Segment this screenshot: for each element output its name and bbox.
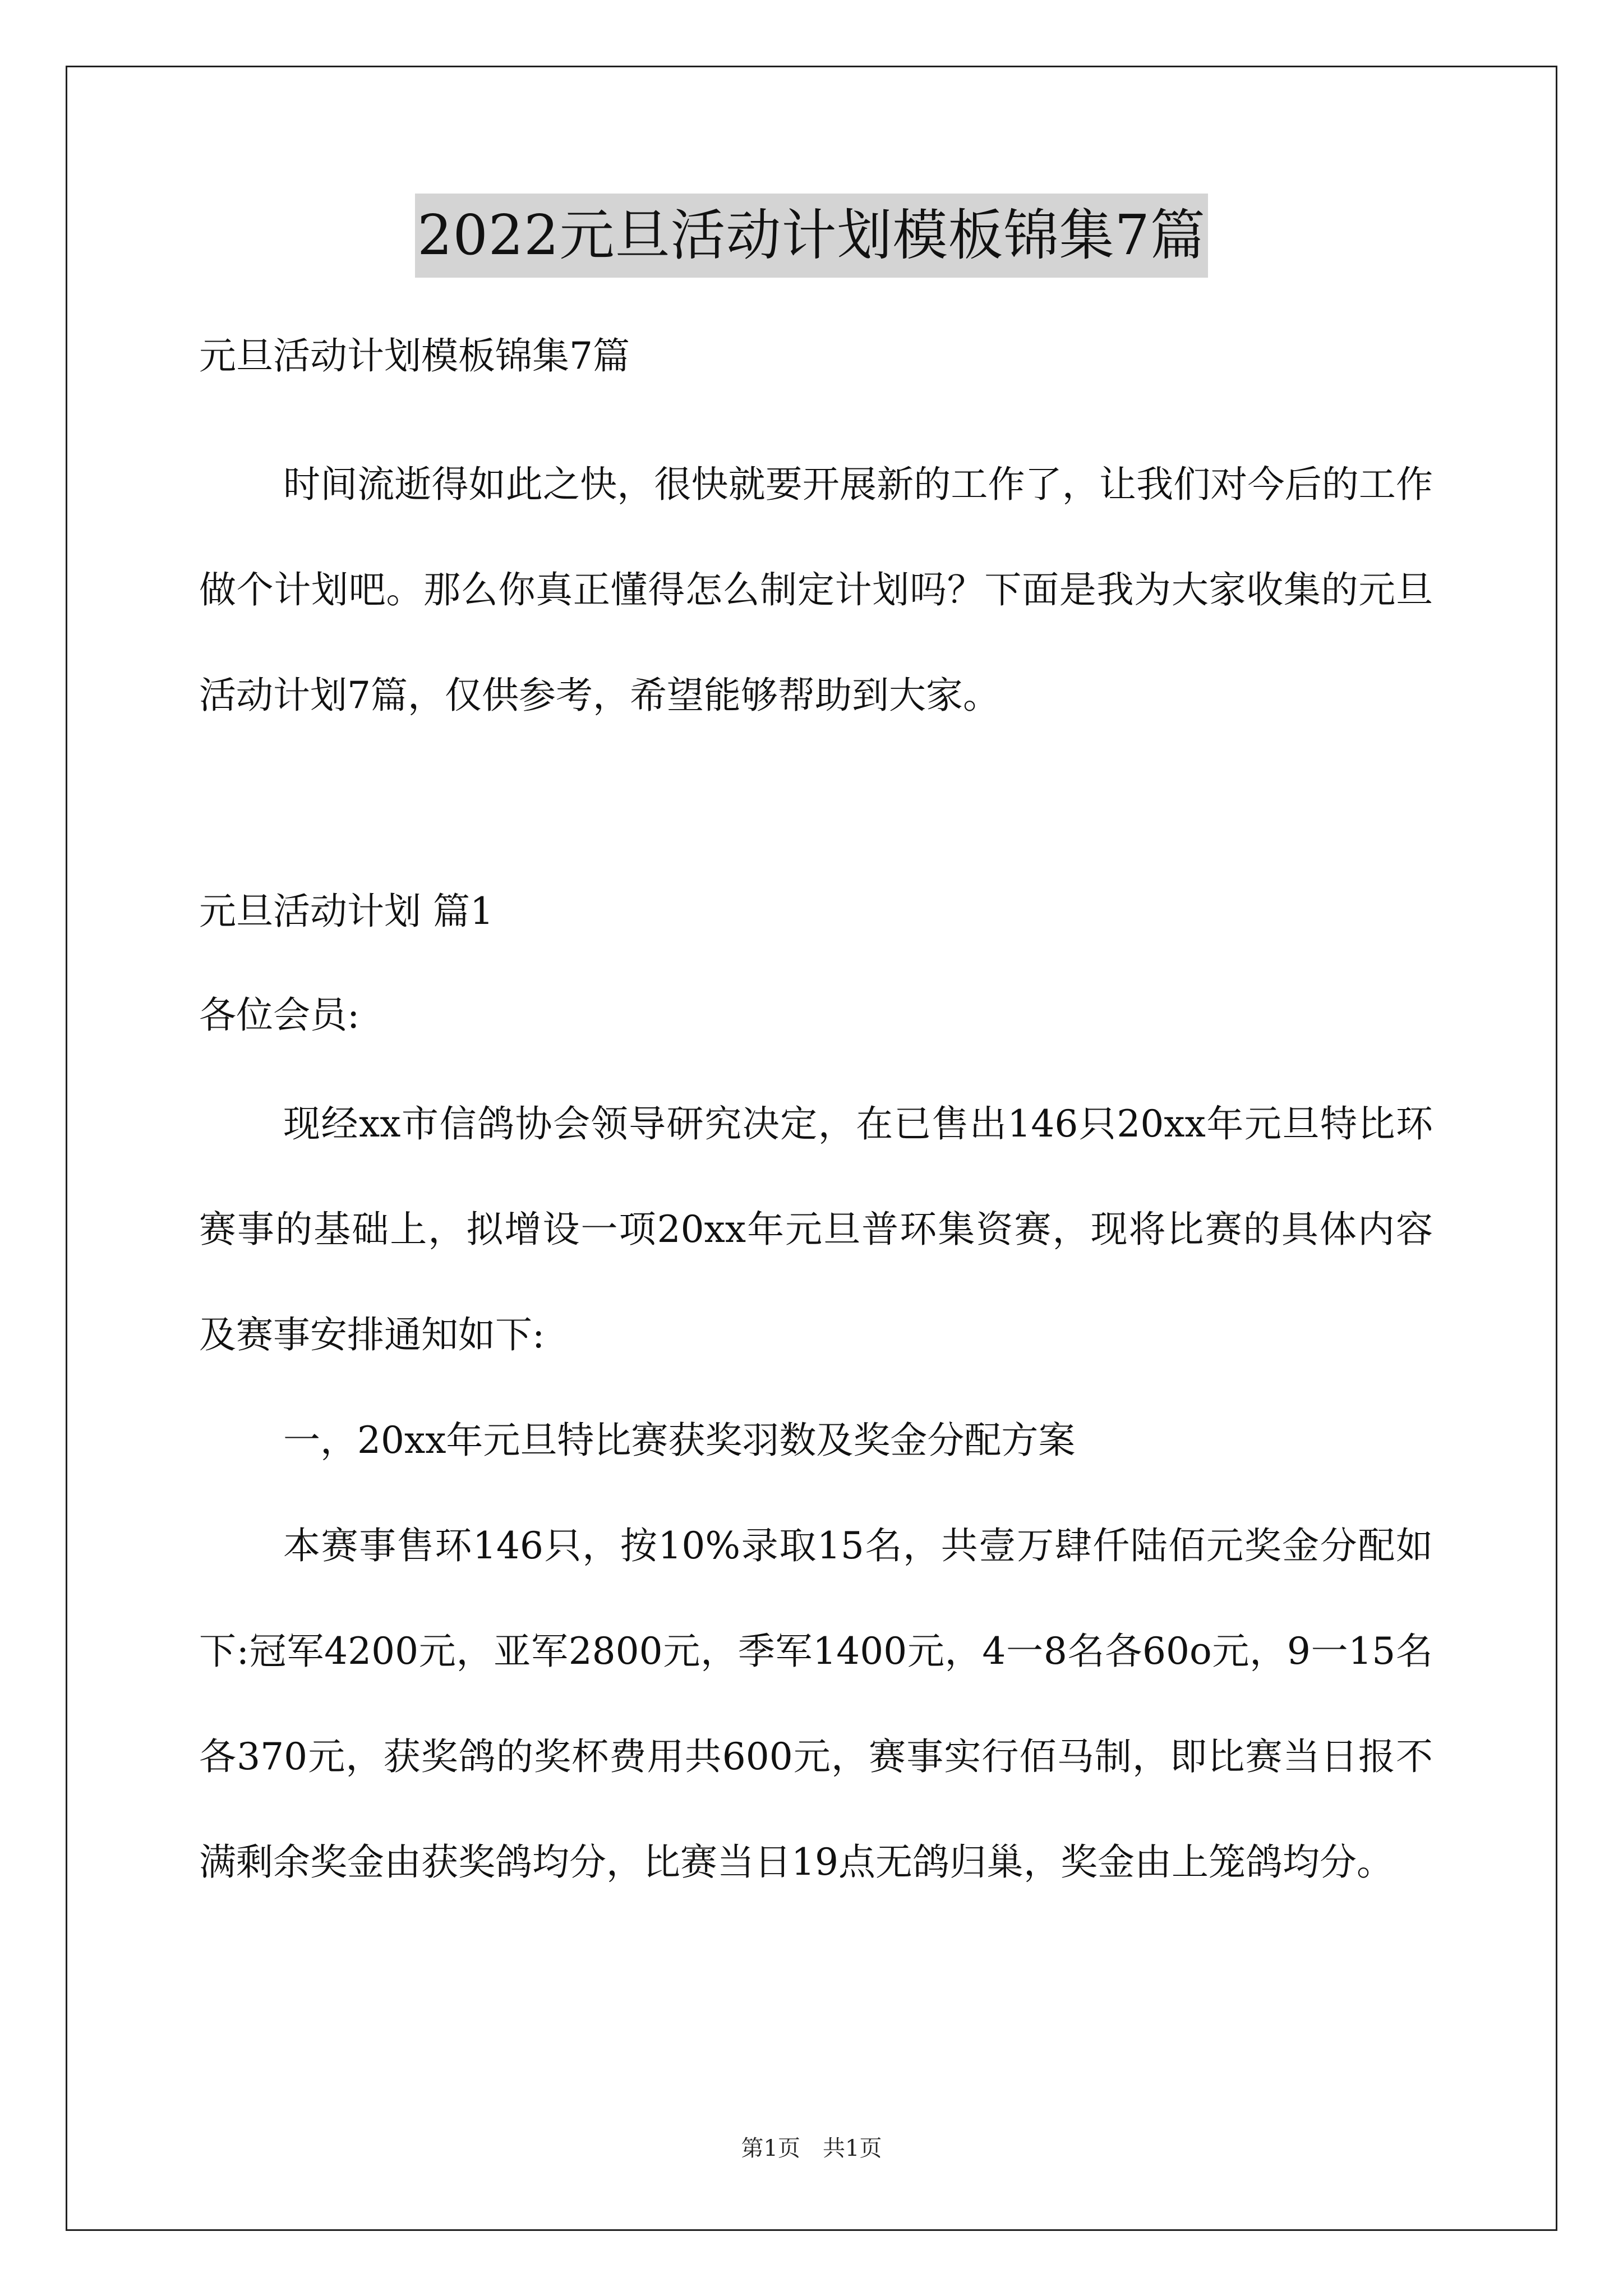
- body-paragraph-3: 本赛事售环146只，按10%录取15名，共壹万肆仟陆佰元奖金分配如下:冠军4200元，亚军2800元，季军1400元，4一8名各60o元，9一15名各370元，获奖鸽的奖杯费用共600元，赛事实行佰马制，即比赛当日报不满剩余奖金由获奖鸽均分，比赛当日19点无鸽归巢，奖金由上笼鸽均分。: [199, 1524, 1433, 1884]
- title-container: [0, 194, 1623, 278]
- document-title: 2022元旦活动计划模板锦集7篇: [415, 194, 1208, 278]
- document-subtitle: 元旦活动计划模板锦集7篇: [199, 334, 630, 378]
- section-heading: 元旦活动计划 篇1: [199, 890, 494, 933]
- salutation: 各位会员:: [199, 993, 360, 1037]
- intro-block: [199, 432, 1433, 748]
- intro-paragraph: 时间流逝得如此之快，很快就要开展新的工作了，让我们对今后的工作做个计划吧。那么你真正懂得怎么制定计划吗？下面是我为大家收集的元旦活动计划7篇，仅供参考，希望能够帮助到大家。: [199, 463, 1433, 717]
- page-footer: 第1页 共1页: [741, 2136, 882, 2161]
- body-paragraph-2: 一，20xx年元旦特比赛获奖羽数及奖金分配方案: [283, 1419, 1076, 1462]
- body-block: [199, 1071, 1433, 1915]
- body-paragraph-1: 现经xx市信鸽协会领导研究决定，在已售出146只20xx年元旦特比环赛事的基础上，拟增设一项20xx年元旦普环集资赛，现将比赛的具体内容及赛事安排通知如下:: [199, 1102, 1433, 1356]
